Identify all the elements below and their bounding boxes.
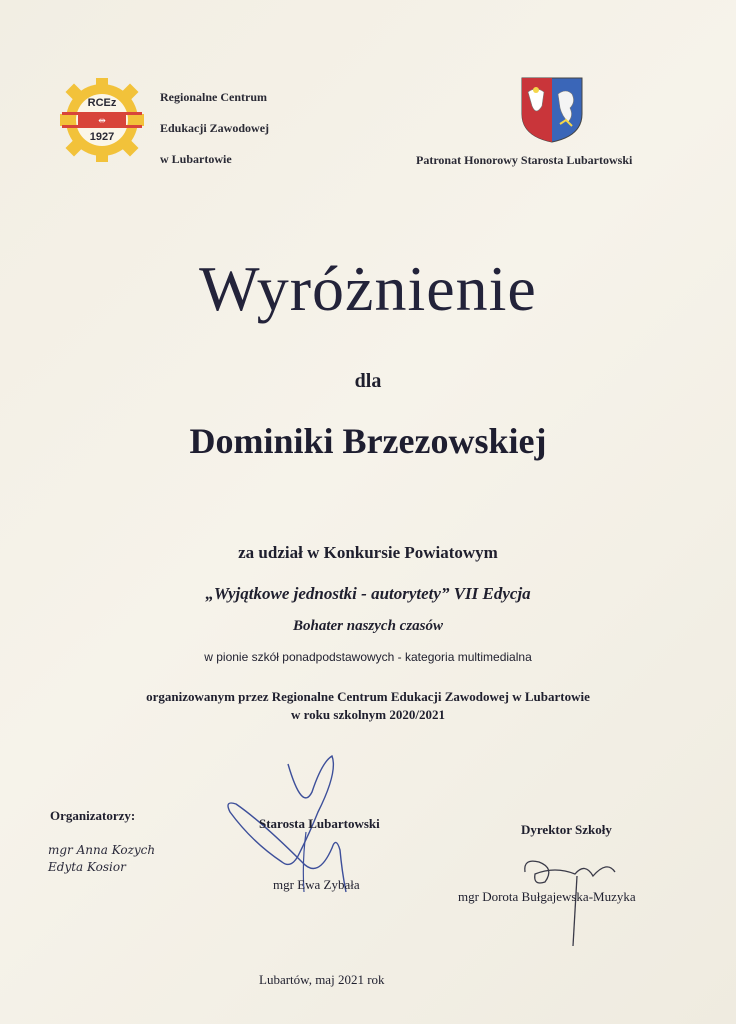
rcez-logo xyxy=(58,76,146,164)
organizers-label: Organizatorzy: xyxy=(50,808,136,823)
logo-text-top: RCEz xyxy=(87,97,117,109)
starosta-name: mgr Ewa Zybała xyxy=(273,877,360,892)
organizers-signatures xyxy=(48,842,155,876)
recipient-name: Dominiki Brzezowskiej xyxy=(189,421,547,461)
director-title: Dyrektor Szkoły xyxy=(521,822,612,837)
eagle-shield-icon xyxy=(520,76,584,144)
certificate-title: Wyróżnienie xyxy=(199,253,537,324)
place-and-date: Lubartów, maj 2021 rok xyxy=(259,972,385,987)
for-label: dla xyxy=(354,370,382,392)
school-year-text: w roku szkolnym 2020/2021 xyxy=(291,707,445,722)
organizer-name-2: Edyta Kosior xyxy=(48,860,126,874)
organizer-name-1: mgr Anna Kozych xyxy=(48,843,156,857)
organizer-text: organizowanym przez Regionalne Centrum Edukacji Zawodowej w Lubartowie xyxy=(146,689,590,704)
patronat-text: Patronat Honorowy Starosta Lubartowski xyxy=(416,153,633,167)
starosta-title: Starosta Lubartowski xyxy=(259,816,380,831)
contest-category: w pionie szkół ponadpodstawowych - kategoria multimedialna xyxy=(204,650,532,664)
logo-text-year: 1927 xyxy=(89,131,115,143)
org-name-line-1: Regionalne Centrum xyxy=(160,90,267,104)
contest-name: „Wyjątkowe jednostki - autorytety” VII Edycja xyxy=(205,584,531,603)
director-name: mgr Dorota Bułgajewska-Muzyka xyxy=(458,889,636,904)
contest-theme: Bohater naszych czasów xyxy=(292,618,444,634)
participation-text: za udział w Konkursie Powiatowym xyxy=(238,543,498,562)
svg-text:⇹: ⇹ xyxy=(98,116,106,127)
org-name-line-2: Edukacji Zawodowej xyxy=(160,121,270,135)
org-name-line-3: w Lubartowie xyxy=(160,152,232,166)
